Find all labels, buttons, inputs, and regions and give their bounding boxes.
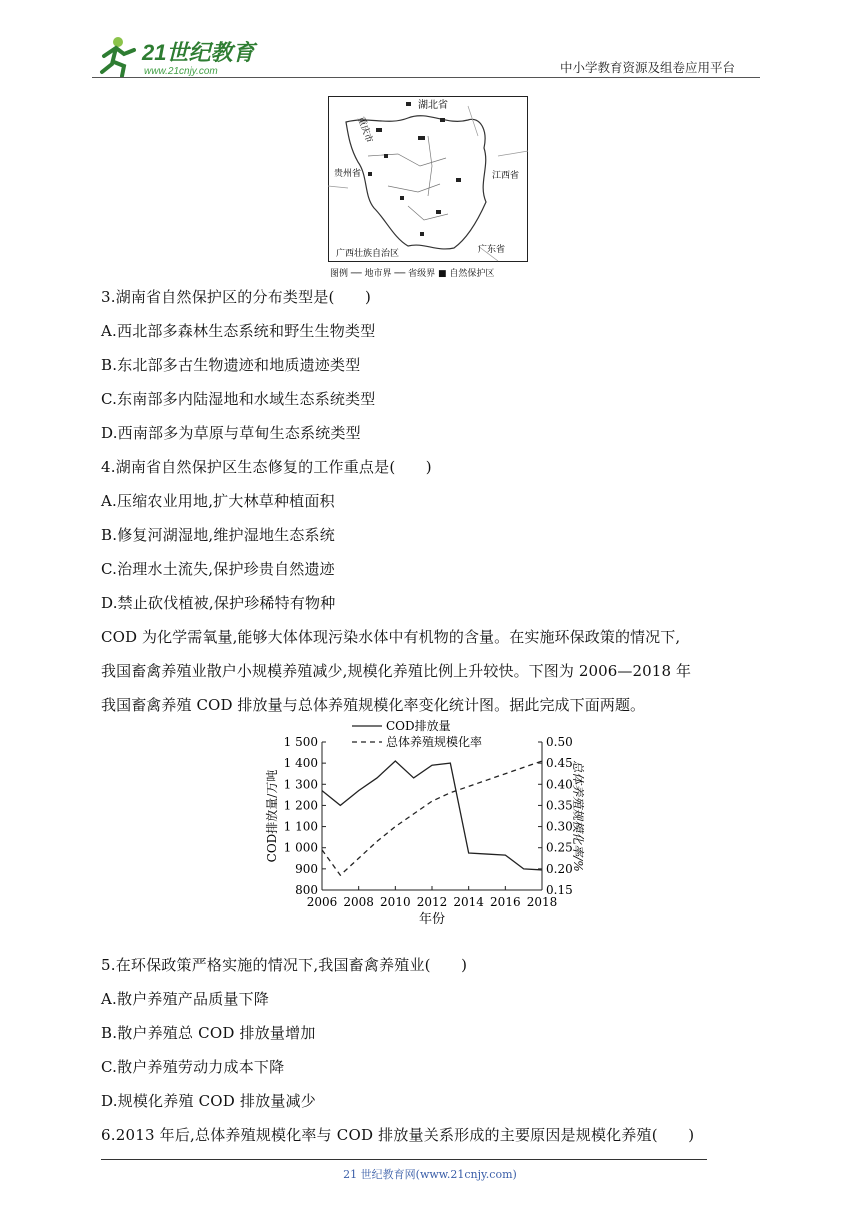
question-4-option-b[interactable]: B.修复河湖湿地,维护湿地生态系统 (101, 526, 335, 544)
y-right-tick-label: 0.15 (546, 883, 573, 897)
question-4-option-a[interactable]: A.压缩农业用地,扩大林草种植面积 (101, 492, 335, 510)
footer-link[interactable]: 21 世纪教育网(www.21cnjy.com) (343, 1168, 517, 1181)
question-5-option-d[interactable]: D.规模化养殖 COD 排放量减少 (101, 1092, 316, 1110)
cod-emission-line (322, 761, 542, 870)
y-right-tick-label: 0.20 (546, 861, 573, 876)
label-chongqing: 重庆市 (355, 115, 374, 145)
label-jiangxi: 江西省 (492, 171, 520, 181)
question-3-option-a[interactable]: A.西北部多森林生态系统和野生生物类型 (101, 322, 376, 340)
hunan-nature-reserve-map (328, 96, 528, 262)
site-logo[interactable] (94, 34, 264, 78)
x-axis-label: 年份 (418, 912, 446, 927)
legend-label: COD排放量 (386, 719, 451, 733)
y-right-tick-label: 0.50 (546, 735, 573, 749)
y-left-tick-label: 1 300 (283, 777, 318, 792)
question-3-stem: 3.湖南省自然保护区的分布类型是( ) (101, 288, 372, 306)
x-tick-label: 2014 (453, 895, 484, 909)
logo-url: www.21cnjy.com (144, 66, 218, 77)
label-guangdong: 广东省 (478, 245, 506, 255)
y-left-tick-label: 1 500 (283, 735, 318, 749)
y-left-tick-label: 1 100 (283, 819, 318, 834)
question-4-stem: 4.湖南省自然保护区生态修复的工作重点是( ) (101, 458, 432, 476)
y-right-tick-label: 0.25 (546, 840, 573, 855)
question-3-option-d[interactable]: D.西南部多为草原与草甸生态系统类型 (101, 424, 361, 442)
y-right-tick-label: 0.30 (546, 819, 573, 834)
label-guizhou: 贵州省 (334, 169, 362, 179)
passage-line-3: 我国畜禽养殖 COD 排放量与总体养殖规模化率变化统计图。据此完成下面两题。 (101, 696, 646, 714)
question-4-option-c[interactable]: C.治理水土流失,保护珍贵自然遗迹 (101, 560, 335, 578)
x-tick-label: 2008 (343, 895, 374, 909)
y-left-tick-label: 1 200 (283, 798, 318, 813)
x-tick-label: 2016 (490, 895, 521, 909)
x-tick-label: 2018 (526, 895, 558, 909)
question-4-option-d[interactable]: D.禁止砍伐植被,保护珍稀特有物种 (101, 594, 336, 612)
y-right-tick-label: 0.40 (546, 777, 573, 792)
y-axis-left-label: COD排放量/万吨 (265, 769, 279, 863)
header-divider (92, 77, 760, 78)
legend-label: 总体养殖规模化率 (386, 735, 483, 749)
y-left-tick-label: 800 (295, 883, 318, 897)
x-tick-label: 2006 (306, 895, 338, 909)
question-3-option-c[interactable]: C.东南部多内陆湿地和水域生态系统类型 (101, 390, 376, 408)
passage-line-2: 我国畜禽养殖业散户小规模养殖减少,规模化养殖比例上升较快。下图为 2006—2018 年 (101, 662, 692, 680)
question-3-option-b[interactable]: B.东北部多古生物遗迹和地质遗迹类型 (101, 356, 361, 374)
cod-chart (262, 714, 585, 946)
question-5-stem: 5.在环保政策严格实施的情况下,我国畜禽养殖业( ) (101, 956, 468, 974)
y-right-tick-label: 0.45 (546, 756, 573, 771)
y-left-tick-label: 1 000 (283, 840, 318, 855)
y-right-tick-label: 0.35 (546, 798, 573, 813)
y-axis-right-label: 总体养殖规模化率/% (571, 760, 585, 872)
logo-text: 21世纪教育 (142, 40, 255, 65)
question-5-option-c[interactable]: C.散户养殖劳动力成本下降 (101, 1058, 285, 1076)
y-left-tick-label: 1 400 (283, 756, 318, 771)
x-tick-label: 2010 (380, 895, 411, 909)
x-tick-label: 2012 (416, 895, 448, 909)
runner-logo-icon (102, 37, 134, 76)
map-legend: 图例 ── 地市界 ── 省级界 ■ 自然保护区 (330, 269, 495, 279)
question-5-option-b[interactable]: B.散户养殖总 COD 排放量增加 (101, 1024, 316, 1042)
label-hubei: 湖北省 (418, 100, 448, 111)
platform-title: 中小学教育资源及组卷应用平台 (560, 60, 736, 75)
y-left-tick-label: 900 (295, 861, 318, 876)
question-5-option-a[interactable]: A.散户养殖产品质量下降 (101, 990, 270, 1008)
footer-divider (101, 1159, 707, 1160)
question-6-stem: 6.2013 年后,总体养殖规模化率与 COD 排放量关系形成的主要原因是规模化养殖( ) (101, 1126, 695, 1144)
passage-line-1: COD 为化学需氧量,能够大体体现污染水体中有机物的含量。在实施环保政策的情况下, (101, 628, 681, 646)
label-guangxi: 广西壮族自治区 (336, 249, 400, 259)
